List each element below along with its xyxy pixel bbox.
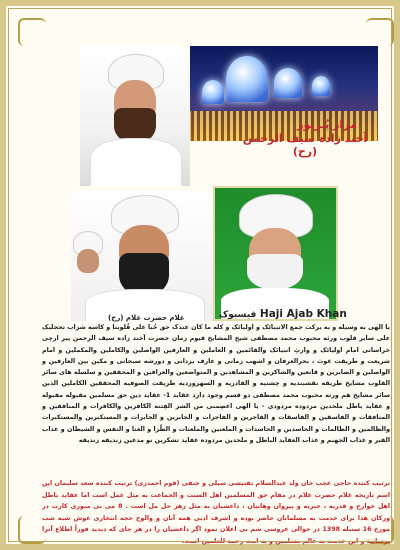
prayer-text: یا الهی به وسیله و به برکت جمع الانبیائک و اولیائک و کله ما کان عندک حق خُبا علی قُلوبنا و کاسه شراب تحجلیک علی سایر قلوب ورثه محبوب محمد مصطفی شیخ المشایخ قیوم زمان حضرت آخند زاده سیف الرحمن پیر ارچی خراسانی امام اولیائک و وارثِ انبیائک والقائمین و العاملین و العارفین الواصلین والکاملین والمکملین و امام شریعت و طریقت غوث ، بحرالعرفان و اشهب زمانی و عارف یزدانی و دورشه سبحانی و مکین بین العارفین و الواصلین و الصابرین و قانعین والشاکرین و المشاهدین و المتواضعین والعرافین و المحققین و سلسله های سائر القلوب مشایخ طریقه نقشبندیه و چشتیه و القادریه و السهروردیه طریقت الصوفیه المحققین الکاملین الذین سائر مشایخ هم ورثه محبوب محمد مصطفی دو قسم وجود دارد عقاید 1- عقاید دین حق مسلمین مقبوله مقبوله و عقاید باطل ملحدین مردوده مردودی - یا الهی اعصِمنی من الشر الفِتنه الکافرین والکافرات و المنافقین و المنافقات و الفاسقین و الفاسقات و الفاجرین و الفاجرات و الجابرین و الجابرات و المستکبرین والمستکبرات والظالمین و الظالمات و الحاسدین و الحاسدات و الملعنین والملعنات و الطُرا و الغنا و النفس و الشیطان و عذاب القبر و عذاب الجهنم و عذاب العقاید الباطل و ملحدین مردوده عقاید تشکرین نو مدعین زندیقه زندیقه [42,324,391,444]
dome-shape [312,76,330,96]
face-shape [77,249,99,273]
dome-shape [226,56,268,102]
portrait-photo-right [213,186,338,321]
shrine-subtitle: آخند زادہ سیف الرحمن (رح) [242,132,368,158]
corner-ornament [18,18,46,46]
beard-shape [247,254,303,290]
note-text: ترتیب کننده حاجی عجب خان ولد عبدالسلام تفتیشی سیلی و حنفی (قوم احمدزی) ترتیب کننده سعد سلیمان این اسم تاریخه غلام حضرت غلام در مقام حق المسلمین اهل السنت و الجماعت به مثل عمل است اما عقاید باطل اهل خوارج و قدریه ، جبریه و پیروان وهابیان ، داعشیان به مثل زهر حل مل است . 8 می بی مبوری کارت در ورکان هذا برای خدمت به مسلمانان حاضر بوده و اشرف ادبی همه آنان و والوح حجه انتخاری عوش شبه شب مورخ 16 سنبله 1398 در حوالی عروسی شم بی اعلان نمود اگر داعشیان را در هر جای که دیدید فوراً اطلاع آنرا برسانید و این خدمت به عالم مسلمین و به امت رحمة للعلمین است. [42,480,391,545]
caption-right-latin: Haji Ajab Khan [259,308,347,320]
dome-shape [274,68,302,98]
portrait-photo-left [71,191,216,321]
caption-left: غلام حضرت غلام (رح) [108,314,185,322]
caption-right-urdu: فیسبوک [219,310,257,320]
corner-ornament [366,18,394,46]
robe-shape [90,138,182,186]
poster [16,16,396,546]
caption-right [219,308,347,320]
portrait-photo-top [80,46,190,186]
dome-shape [202,80,224,104]
shrine-title: مزار پُـرنور [297,118,357,131]
